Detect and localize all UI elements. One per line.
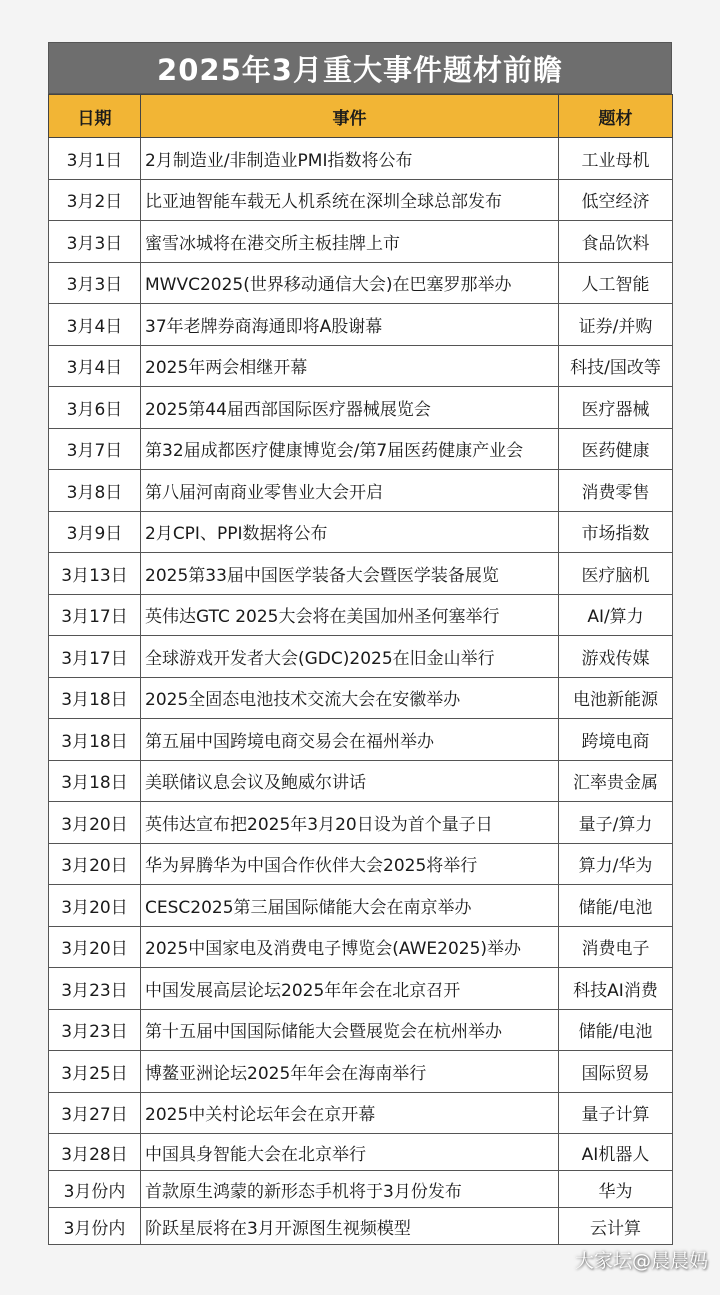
- event-cell: 第十五届中国国际储能大会暨展览会在杭州举办: [141, 1009, 559, 1051]
- topic-cell: 电池新能源: [559, 677, 673, 719]
- date-cell: 3月13日: [49, 553, 141, 595]
- event-cell: 37年老牌券商海通即将A股谢幕: [141, 304, 559, 346]
- date-cell: 3月27日: [49, 1092, 141, 1134]
- topic-cell: 汇率贵金属: [559, 760, 673, 802]
- event-cell: MWVC2025(世界移动通信大会)在巴塞罗那举办: [141, 262, 559, 304]
- topic-cell: 证券/并购: [559, 304, 673, 346]
- date-cell: 3月23日: [49, 1009, 141, 1051]
- event-cell: 2025中国家电及消费电子博览会(AWE2025)举办: [141, 926, 559, 968]
- topic-cell: 消费电子: [559, 926, 673, 968]
- table-row: [49, 179, 673, 221]
- event-cell: 英伟达GTC 2025大会将在美国加州圣何塞举行: [141, 594, 559, 636]
- topic-cell: 人工智能: [559, 262, 673, 304]
- table-body: [49, 138, 673, 1245]
- date-cell: 3月23日: [49, 968, 141, 1010]
- date-cell: 3月18日: [49, 719, 141, 761]
- table-row: [49, 1134, 673, 1171]
- table-row: [49, 138, 673, 180]
- topic-cell: 医疗脑机: [559, 553, 673, 595]
- topic-cell: 游戏传媒: [559, 636, 673, 678]
- topic-cell: 算力/华为: [559, 843, 673, 885]
- date-cell: 3月2日: [49, 179, 141, 221]
- date-cell: 3月1日: [49, 138, 141, 180]
- topic-cell: 消费零售: [559, 470, 673, 512]
- topic-cell: 储能/电池: [559, 885, 673, 927]
- table-row: [49, 304, 673, 346]
- table-row: [49, 719, 673, 761]
- table-row: [49, 262, 673, 304]
- event-cell: 2025年两会相继开幕: [141, 345, 559, 387]
- table-row: [49, 1208, 673, 1245]
- events-table: [48, 94, 673, 1245]
- topic-cell: 低空经济: [559, 179, 673, 221]
- date-cell: 3月18日: [49, 760, 141, 802]
- date-cell: 3月18日: [49, 677, 141, 719]
- table-row: [49, 1009, 673, 1051]
- event-cell: 2025第33届中国医学装备大会暨医学装备展览: [141, 553, 559, 595]
- topic-cell: AI/算力: [559, 594, 673, 636]
- event-cell: 英伟达宣布把2025年3月20日设为首个量子日: [141, 802, 559, 844]
- page-title: 2025年3月重大事件题材前瞻: [48, 42, 672, 94]
- topic-cell: 食品饮料: [559, 221, 673, 263]
- date-cell: 3月4日: [49, 345, 141, 387]
- topic-cell: 跨境电商: [559, 719, 673, 761]
- topic-cell: 量子计算: [559, 1092, 673, 1134]
- watermark: 大家坛@晨晨妈: [574, 1250, 708, 1272]
- event-cell: 阶跃星辰将在3月开源图生视频模型: [141, 1208, 559, 1245]
- topic-cell: 医药健康: [559, 428, 673, 470]
- event-cell: 博鳌亚洲论坛2025年年会在海南举行: [141, 1051, 559, 1093]
- table-row: [49, 594, 673, 636]
- event-cell: 第五届中国跨境电商交易会在福州举办: [141, 719, 559, 761]
- topic-cell: 工业母机: [559, 138, 673, 180]
- table-row: [49, 636, 673, 678]
- topic-cell: 科技AI消费: [559, 968, 673, 1010]
- topic-cell: 市场指数: [559, 511, 673, 553]
- header-event: 事件: [141, 95, 559, 138]
- date-cell: 3月份内: [49, 1208, 141, 1245]
- event-cell: 2025全固态电池技术交流大会在安徽举办: [141, 677, 559, 719]
- events-sheet: [48, 42, 672, 1245]
- event-cell: 中国具身智能大会在北京举行: [141, 1134, 559, 1171]
- table-row: [49, 387, 673, 429]
- event-cell: 第八届河南商业零售业大会开启: [141, 470, 559, 512]
- date-cell: 3月17日: [49, 594, 141, 636]
- date-cell: 3月份内: [49, 1171, 141, 1208]
- event-cell: 美联储议息会议及鲍威尔讲话: [141, 760, 559, 802]
- topic-cell: AI机器人: [559, 1134, 673, 1171]
- topic-cell: 量子/算力: [559, 802, 673, 844]
- event-cell: 2月制造业/非制造业PMI指数将公布: [141, 138, 559, 180]
- event-cell: 比亚迪智能车载无人机系统在深圳全球总部发布: [141, 179, 559, 221]
- event-cell: 华为昇腾华为中国合作伙伴大会2025将举行: [141, 843, 559, 885]
- event-cell: 2025第44届西部国际医疗器械展览会: [141, 387, 559, 429]
- topic-cell: 科技/国改等: [559, 345, 673, 387]
- date-cell: 3月3日: [49, 221, 141, 263]
- table-row: [49, 760, 673, 802]
- event-cell: 2025中关村论坛年会在京开幕: [141, 1092, 559, 1134]
- table-row: [49, 221, 673, 263]
- date-cell: 3月20日: [49, 926, 141, 968]
- table-row: [49, 885, 673, 927]
- event-cell: 第32届成都医疗健康博览会/第7届医药健康产业会: [141, 428, 559, 470]
- topic-cell: 国际贸易: [559, 1051, 673, 1093]
- table-row: [49, 1092, 673, 1134]
- date-cell: 3月20日: [49, 802, 141, 844]
- table-row: [49, 968, 673, 1010]
- header-topic: 题材: [559, 95, 673, 138]
- event-cell: 中国发展高层论坛2025年年会在北京召开: [141, 968, 559, 1010]
- table-row: [49, 428, 673, 470]
- table-row: [49, 345, 673, 387]
- table-row: [49, 677, 673, 719]
- table-row: [49, 843, 673, 885]
- topic-cell: 云计算: [559, 1208, 673, 1245]
- date-cell: 3月6日: [49, 387, 141, 429]
- topic-cell: 华为: [559, 1171, 673, 1208]
- date-cell: 3月4日: [49, 304, 141, 346]
- event-cell: 全球游戏开发者大会(GDC)2025在旧金山举行: [141, 636, 559, 678]
- date-cell: 3月25日: [49, 1051, 141, 1093]
- event-cell: CESC2025第三届国际储能大会在南京举办: [141, 885, 559, 927]
- date-cell: 3月28日: [49, 1134, 141, 1171]
- date-cell: 3月9日: [49, 511, 141, 553]
- date-cell: 3月20日: [49, 885, 141, 927]
- date-cell: 3月7日: [49, 428, 141, 470]
- date-cell: 3月8日: [49, 470, 141, 512]
- header-date: 日期: [49, 95, 141, 138]
- topic-cell: 储能/电池: [559, 1009, 673, 1051]
- table-header-row: [49, 95, 673, 138]
- table-row: [49, 511, 673, 553]
- table-row: [49, 926, 673, 968]
- event-cell: 蜜雪冰城将在港交所主板挂牌上市: [141, 221, 559, 263]
- table-row: [49, 802, 673, 844]
- topic-cell: 医疗器械: [559, 387, 673, 429]
- date-cell: 3月3日: [49, 262, 141, 304]
- table-row: [49, 553, 673, 595]
- event-cell: 2月CPI、PPI数据将公布: [141, 511, 559, 553]
- event-cell: 首款原生鸿蒙的新形态手机将于3月份发布: [141, 1171, 559, 1208]
- date-cell: 3月20日: [49, 843, 141, 885]
- table-row: [49, 470, 673, 512]
- table-row: [49, 1171, 673, 1208]
- date-cell: 3月17日: [49, 636, 141, 678]
- table-row: [49, 1051, 673, 1093]
